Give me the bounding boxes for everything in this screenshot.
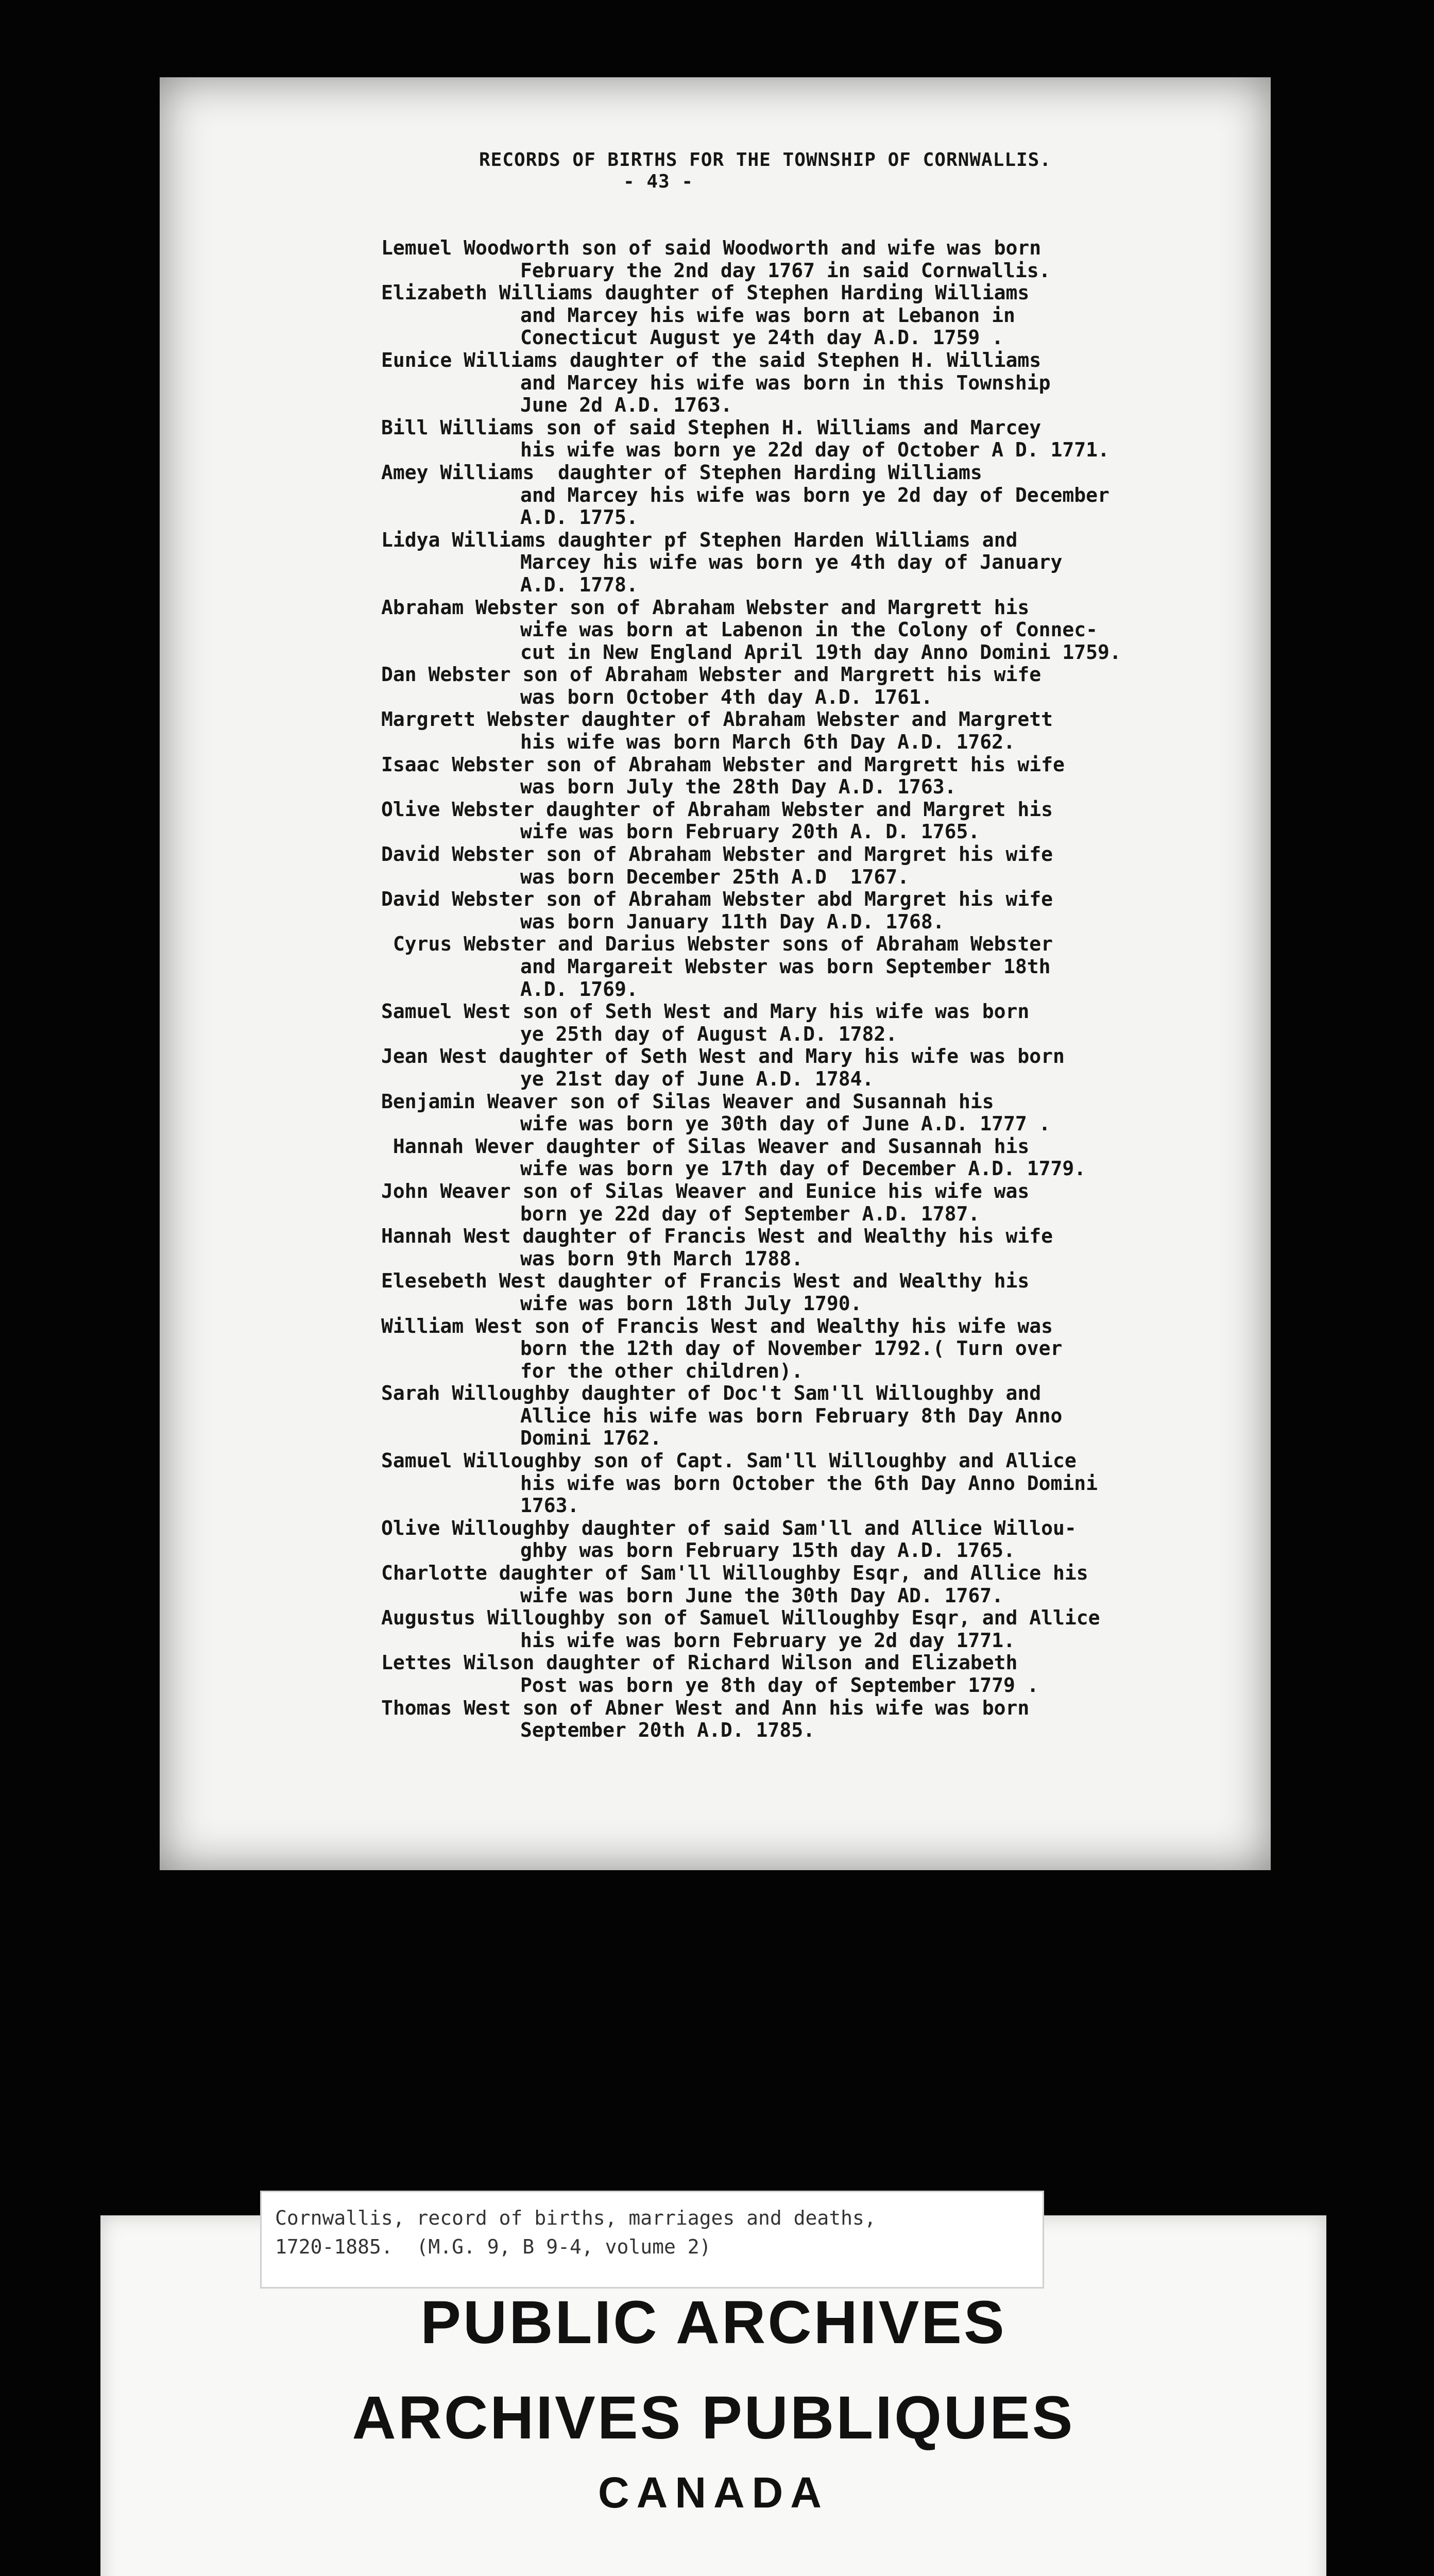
record-line: wife was born at Labenon in the Colony of Connec- bbox=[520, 618, 1098, 641]
record-line: Benjamin Weaver son of Silas Weaver and Susannah his bbox=[381, 1090, 994, 1113]
birth-record-entry bbox=[381, 349, 1247, 417]
record-line: Isaac Webster son of Abraham Webster and Margrett his wife bbox=[381, 753, 1065, 776]
record-line: Olive Willoughby daughter of said Sam'll and Allice Willou- bbox=[381, 1516, 1077, 1539]
record-line: Bill Williams son of said Stephen H. Williams and Marcey bbox=[381, 416, 1042, 439]
record-line: Hannah West daughter of Francis West and Wealthy his wife bbox=[381, 1225, 1053, 1248]
record-line: Sarah Willoughby daughter of Doc't Sam'll Willoughby and bbox=[381, 1382, 1042, 1405]
birth-record-entry bbox=[381, 799, 1247, 843]
record-line: wife was born February 20th A. D. 1765. bbox=[520, 820, 980, 843]
record-line: cut in New England April 19th day Anno Domini 1759. bbox=[520, 640, 1121, 664]
record-line: his wife was born October the 6th Day Anno Domini bbox=[520, 1471, 1098, 1495]
record-line: Elizabeth Williams daughter of Stephen Harding Williams bbox=[381, 281, 1030, 304]
record-line: Domini 1762. bbox=[520, 1427, 662, 1450]
record-line: Allice his wife was born February 8th Day Anno bbox=[520, 1404, 1063, 1427]
record-line: David Webster son of Abraham Webster and Margret his wife bbox=[381, 843, 1053, 866]
birth-record-entry bbox=[381, 1697, 1247, 1742]
record-line: and Margareit Webster was born September 18th bbox=[520, 955, 1051, 978]
birth-record-entry bbox=[381, 1562, 1247, 1607]
record-line: A.D. 1775. bbox=[520, 506, 638, 529]
record-line: and Marcey his wife was born in this Township bbox=[520, 371, 1051, 394]
record-line: Elesebeth West daughter of Francis West and Wealthy his bbox=[381, 1269, 1030, 1293]
record-line: June 2d A.D. 1763. bbox=[520, 394, 732, 417]
label-line: Cornwallis, record of births, marriages and deaths, bbox=[275, 2207, 876, 2229]
record-line: and Marcey his wife was born at Lebanon in bbox=[520, 303, 1015, 327]
record-line: Olive Webster daughter of Abraham Webster and Margret his bbox=[381, 798, 1053, 821]
record-line: and Marcey his wife was born ye 2d day of December bbox=[520, 483, 1109, 506]
record-line: Eunice Williams daughter of the said Stephen H. Williams bbox=[381, 348, 1042, 371]
birth-record-entry bbox=[381, 1450, 1247, 1517]
stamp-canada: CANADA bbox=[598, 2468, 829, 2517]
record-line: his wife was born March 6th Day A.D. 1762. bbox=[520, 731, 1015, 754]
record-line: Lemuel Woodworth son of said Woodworth and wife was born bbox=[381, 236, 1042, 259]
record-line: was born 9th March 1788. bbox=[520, 1247, 804, 1270]
record-line: Augustus Willoughby son of Samuel Willoughby Esqr, and Allice bbox=[381, 1606, 1100, 1630]
record-line: Thomas West son of Abner West and Ann his wife was born bbox=[381, 1696, 1030, 1719]
record-line: Cyrus Webster and Darius Webster sons of Abraham Webster bbox=[381, 933, 1053, 956]
birth-record-entry bbox=[381, 282, 1247, 349]
birth-record-entry bbox=[381, 1270, 1247, 1315]
birth-record-entry bbox=[381, 237, 1247, 282]
record-line: Dan Webster son of Abraham Webster and Margrett his wife bbox=[381, 663, 1042, 686]
birth-record-entry bbox=[381, 1607, 1247, 1652]
page-title: RECORDS OF BIRTHS FOR THE TOWNSHIP OF CORNWALLIS. bbox=[479, 149, 1052, 171]
label-line: 1720-1885. (M.G. 9, B 9-4, volume 2) bbox=[275, 2235, 711, 2258]
birth-record-entry bbox=[381, 888, 1247, 933]
birth-record-entry bbox=[381, 933, 1247, 1001]
record-line: ye 21st day of June A.D. 1784. bbox=[520, 1067, 874, 1090]
record-line: David Webster son of Abraham Webster abd Margret his wife bbox=[381, 888, 1053, 911]
record-line: was born October 4th day A.D. 1761. bbox=[520, 685, 933, 708]
page-number: - 43 - bbox=[623, 171, 694, 192]
record-line: born the 12th day of November 1792.( Turn over bbox=[520, 1337, 1063, 1360]
record-line: A.D. 1778. bbox=[520, 573, 638, 596]
birth-record-entry bbox=[381, 1517, 1247, 1562]
record-line: ghby was born February 15th day A.D. 1765. bbox=[520, 1539, 1015, 1562]
record-line: wife was born ye 17th day of December A.D. 1779. bbox=[520, 1157, 1086, 1180]
record-line: Margrett Webster daughter of Abraham Webster and Margrett bbox=[381, 708, 1053, 731]
birth-record-entry bbox=[381, 529, 1247, 597]
birth-record-entry bbox=[381, 1180, 1247, 1225]
birth-record-entry bbox=[381, 1315, 1247, 1383]
birth-record-entry bbox=[381, 1225, 1247, 1270]
record-line: Conecticut August ye 24th day A.D. 1759 . bbox=[520, 326, 1003, 349]
record-line: was born January 11th Day A.D. 1768. bbox=[520, 910, 945, 933]
record-line: A.D. 1769. bbox=[520, 977, 638, 1001]
document-page bbox=[160, 77, 1271, 1870]
birth-record-entry bbox=[381, 754, 1247, 799]
record-line: Hannah Wever daughter of Silas Weaver and Susannah his bbox=[381, 1134, 1030, 1158]
record-line: Samuel West son of Seth West and Mary his wife was born bbox=[381, 1000, 1030, 1023]
birth-record-entry bbox=[381, 597, 1247, 664]
record-line: born ye 22d day of September A.D. 1787. bbox=[520, 1202, 980, 1225]
record-line: Marcey his wife was born ye 4th day of January bbox=[520, 551, 1063, 574]
record-line: Charlotte daughter of Sam'll Willoughby Esqr, and Allice his bbox=[381, 1562, 1088, 1585]
stamp-public-archives: PUBLIC ARCHIVES bbox=[420, 2289, 1006, 2357]
birth-record-entry bbox=[381, 1091, 1247, 1136]
record-line: Amey Williams daughter of Stephen Harding Williams bbox=[381, 461, 982, 484]
birth-record-entry bbox=[381, 462, 1247, 529]
birth-record-entry bbox=[381, 708, 1247, 753]
birth-record-entry bbox=[381, 843, 1247, 888]
birth-record-entry bbox=[381, 664, 1247, 708]
archive-reference-label bbox=[260, 2191, 1044, 2289]
record-line: February the 2nd day 1767 in said Cornwallis. bbox=[520, 259, 1051, 282]
record-line: September 20th A.D. 1785. bbox=[520, 1719, 815, 1742]
record-line: wife was born 18th July 1790. bbox=[520, 1292, 862, 1315]
record-line: Lettes Wilson daughter of Richard Wilson and Elizabeth bbox=[381, 1651, 1018, 1674]
record-line: wife was born June the 30th Day AD. 1767. bbox=[520, 1584, 1003, 1607]
birth-record-entry bbox=[381, 1045, 1247, 1090]
record-line: for the other children). bbox=[520, 1359, 804, 1382]
record-line: Post was born ye 8th day of September 1779 . bbox=[520, 1674, 1039, 1697]
birth-record-entry bbox=[381, 1382, 1247, 1450]
record-line: Samuel Willoughby son of Capt. Sam'll Willoughby and Allice bbox=[381, 1449, 1077, 1472]
birth-records-list bbox=[381, 237, 1247, 1742]
record-line: his wife was born February ye 2d day 1771. bbox=[520, 1629, 1015, 1652]
record-line: his wife was born ye 22d day of October A D. 1771. bbox=[520, 438, 1109, 462]
birth-record-entry bbox=[381, 1001, 1247, 1045]
record-line: William West son of Francis West and Wealthy his wife was bbox=[381, 1314, 1053, 1337]
record-line: was born December 25th A.D 1767. bbox=[520, 865, 909, 888]
birth-record-entry bbox=[381, 417, 1247, 462]
birth-record-entry bbox=[381, 1652, 1247, 1697]
record-line: Lidya Williams daughter pf Stephen Harden Williams and bbox=[381, 528, 1018, 551]
stamp-archives-publiques: ARCHIVES PUBLIQUES bbox=[352, 2384, 1075, 2452]
record-line: ye 25th day of August A.D. 1782. bbox=[520, 1022, 898, 1045]
record-line: wife was born ye 30th day of June A.D. 1777 . bbox=[520, 1112, 1051, 1136]
record-line: Abraham Webster son of Abraham Webster and Margrett his bbox=[381, 596, 1030, 619]
record-line: was born July the 28th Day A.D. 1763. bbox=[520, 775, 957, 799]
birth-record-entry bbox=[381, 1136, 1247, 1180]
record-line: Jean West daughter of Seth West and Mary his wife was born bbox=[381, 1045, 1065, 1068]
record-line: 1763. bbox=[520, 1494, 579, 1517]
record-line: John Weaver son of Silas Weaver and Eunice his wife was bbox=[381, 1179, 1030, 1202]
